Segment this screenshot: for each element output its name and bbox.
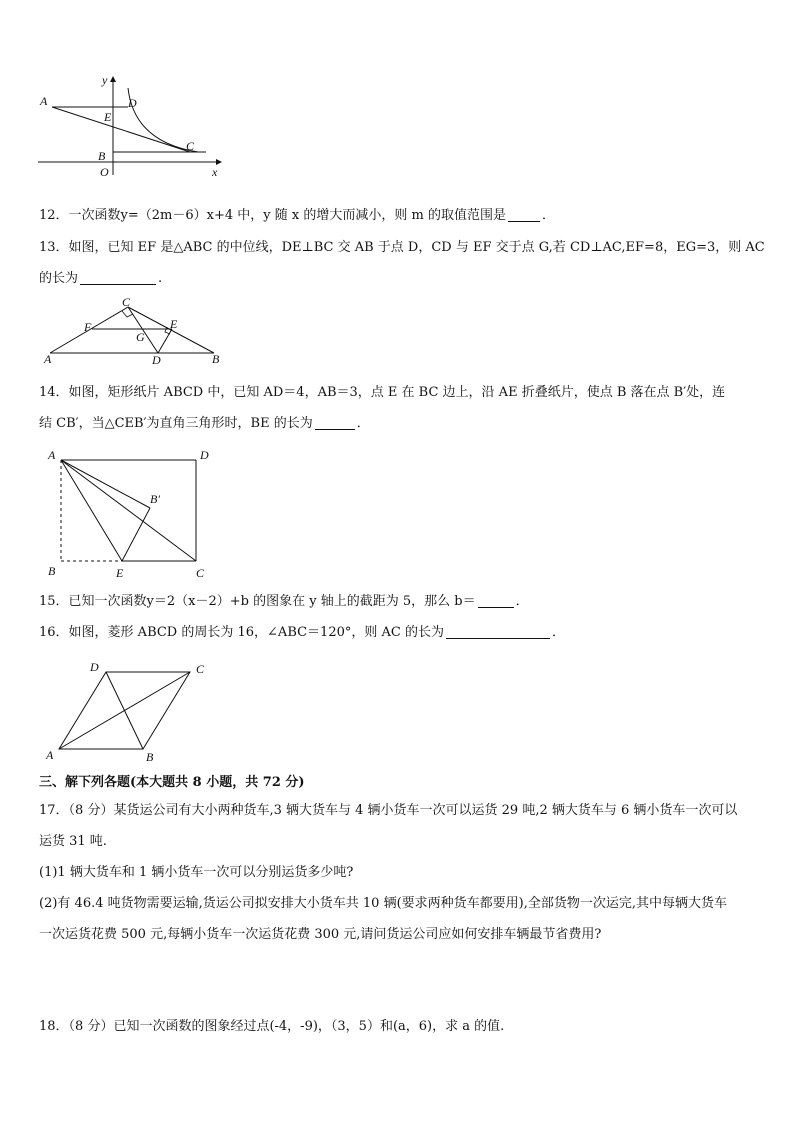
label-B-prime: B′	[150, 492, 160, 506]
label-y: y	[102, 73, 108, 87]
answer-blank-14[interactable]	[315, 415, 355, 430]
question-17-part-1-text: (1)1 辆大货车和 1 辆小货车一次可以分别运货多少吨?	[39, 865, 354, 880]
question-14-text-2: 结 CB′，当△CEB′为直角三角形时，BE 的长为	[39, 416, 313, 431]
answer-blank-13[interactable]	[80, 270, 156, 285]
question-16-end: ．	[551, 625, 565, 640]
segment-DE	[158, 329, 172, 353]
label-C: C	[186, 139, 195, 153]
question-18-text: 18．（8 分）已知一次函数的图象经过点(-4，-9)，（3，5）和(a，6)，求 a 的值.	[39, 1019, 505, 1034]
question-17-line-2	[39, 833, 769, 851]
question-14-text: 14．如图，矩形纸片 ABCD 中，已知 AD＝4，AB＝3，点 E 在 BC 边上，沿 AE 折叠纸片，使点 B 落在点 B′处，连	[39, 385, 726, 400]
question-18	[39, 1018, 769, 1036]
label-E: E	[116, 566, 124, 580]
label-C: C	[196, 662, 205, 676]
question-15-text: 15．已知一次函数y＝2（x－2）+b 的图象在 y 轴上的截距为 5，那么 b＝	[39, 594, 476, 609]
triangle-figure	[40, 295, 230, 367]
section-3-heading	[39, 774, 769, 792]
question-17-text: 17．（8 分）某货运公司有大小两种货车,3 辆大货车与 4 辆小货车一次可以运货 29 吨,2 辆大货车与 6 辆小货车一次可以	[39, 803, 738, 818]
label-D: D	[152, 353, 161, 367]
question-13-end: .	[158, 271, 163, 286]
question-12-text: 12．一次函数y=（2m－6）x+4 中，y 随 x 的增大而减小，则 m 的取值范围是	[39, 208, 506, 223]
question-17-text-2: 运货 31 吨.	[39, 834, 107, 849]
label-E: E	[104, 110, 112, 124]
question-15-end: ．	[515, 594, 529, 609]
question-17-part-2-text: (2)有 46.4 吨货物需要运输,货运公司拟安排大小货车共 10 辆(要求两种货车都要用),全部货物一次运完,其中每辆大货车	[39, 896, 727, 911]
answer-blank-12[interactable]	[508, 207, 540, 222]
label-B: B	[212, 352, 220, 366]
question-16	[39, 624, 769, 642]
label-D: D	[90, 660, 99, 674]
fold-line-AE	[61, 460, 122, 561]
diagonal-AC	[61, 460, 196, 561]
segment-AB1	[61, 460, 150, 508]
question-13-line-1	[39, 239, 769, 257]
question-17-part-2-text-2: 一次运货花费 500 元,每辆小货车一次运货花费 300 元,请问货运公司应如何安排车辆最节省费用?	[39, 927, 602, 942]
question-13-text-2: 的长为	[39, 271, 79, 286]
label-A: A	[40, 94, 48, 108]
question-16-text: 16．如图，菱形 ABCD 的周长为 16，∠ABC＝120°，则 AC 的长为	[39, 625, 444, 640]
question-17-part-1	[39, 864, 769, 882]
label-A: A	[46, 748, 54, 762]
section-3-title: 三、解下列各题(本大题共 8 小题，共 72 分)	[39, 775, 305, 790]
question-17-part-2-line-1	[39, 895, 769, 913]
label-x: x	[212, 165, 218, 179]
y-axis-arrow	[110, 76, 116, 82]
label-A: A	[48, 448, 56, 462]
label-E: E	[170, 317, 178, 331]
label-O: O	[100, 165, 109, 179]
diagonal-BD	[106, 672, 143, 749]
question-15	[39, 593, 769, 611]
label-F: F	[84, 320, 92, 334]
label-D: D	[128, 96, 137, 110]
question-17-line-1	[39, 802, 769, 820]
label-G: G	[136, 330, 145, 344]
question-12-end: ．	[541, 208, 555, 223]
question-13-line-2	[39, 270, 769, 288]
answer-blank-15[interactable]	[478, 593, 514, 608]
answer-blank-16[interactable]	[446, 624, 550, 639]
question-14-line-1	[39, 384, 769, 402]
coordinate-figure	[30, 70, 230, 180]
question-14-line-2	[39, 415, 769, 433]
question-14-end: ．	[356, 416, 370, 431]
label-D: D	[200, 448, 209, 462]
label-B: B	[146, 750, 154, 764]
segment-AC	[52, 107, 190, 152]
rhombus-figure	[40, 655, 220, 765]
label-A: A	[44, 352, 52, 366]
label-B: B	[98, 149, 106, 163]
question-12	[39, 207, 769, 225]
question-17-part-2-line-2	[39, 926, 769, 944]
rectangle-fold-figure	[40, 443, 220, 583]
label-B: B	[48, 564, 56, 578]
question-13-text: 13．如图，已知 EF 是△ABC 的中位线，DE⊥BC 交 AB 于点 D，CD 与 EF 交于点 G,若 CD⊥AC,EF=8，EG=3，则 AC	[39, 240, 765, 255]
label-C: C	[196, 566, 205, 580]
label-C: C	[122, 295, 131, 309]
